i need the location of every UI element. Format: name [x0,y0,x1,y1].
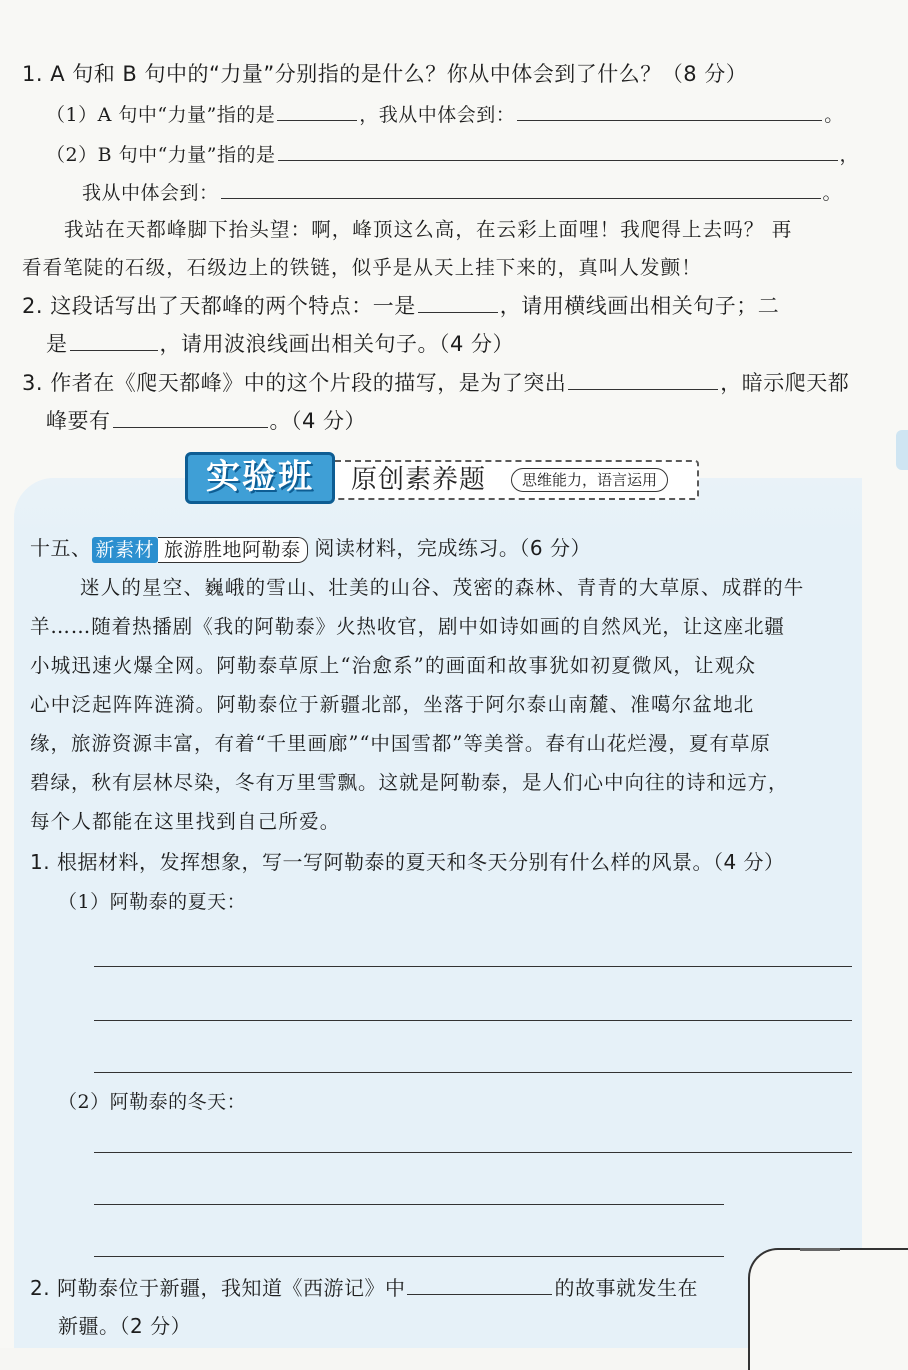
q1-sub2-end: ， [839,144,860,166]
q1-sub1 [46,100,844,129]
s15-passage-line-2: 羊……随着热播剧《我的阿勒泰》火热收官，剧中如诗如画的自然风光，让这座北疆 [30,615,785,638]
banner-subtitle: 思维能力，语言运用 [511,468,668,492]
page-edge-mark [896,430,908,470]
banner-title: 原创素养题 [351,465,487,495]
passage-line-1: 我站在天都峰脚下抬头望：啊，峰顶这么高，在云彩上面哩！我爬得上去吗？ 再 [64,218,793,241]
q2-line-1 [22,292,779,320]
q3-line-2-suffix: 。（4 分） [269,409,367,433]
s15-q1-summer-label: （1）阿勒泰的夏天： [58,891,247,913]
q1-sub3 [82,178,842,207]
q1-sub2 [46,140,859,169]
q2-line-2 [46,330,514,358]
s15-passage-line-6: 碧绿，秋有层林尽染，冬有万里雪飘。这就是阿勒泰，是人们心中向往的诗和远方， [30,771,789,794]
corner-decoration [748,1248,908,1370]
q1-sub2-blank[interactable] [278,140,838,161]
passage-line-2: 看看笔陡的石级，石级边上的铁链，似乎是从天上挂下来的，真叫人发颤！ [22,256,702,279]
q1-sub1-blank-a[interactable] [277,100,357,121]
section-banner [185,446,700,508]
s15-passage-line-7: 每个人都能在这里找到自己所爱。 [30,810,341,833]
summer-answer-line-1[interactable] [94,966,852,967]
q3-line-1 [22,369,849,397]
q2-line-2-prefix: 是 [46,332,68,356]
winter-answer-line-3[interactable] [94,1256,724,1257]
q2-blank-a[interactable] [418,292,498,313]
q1-sub3-prefix: 我从中体会到： [82,182,219,204]
section15-number: 十五、 [30,536,92,560]
s15-q1-winter-label: （2）阿勒泰的冬天： [58,1091,247,1113]
q2-blank-b[interactable] [70,330,158,351]
corner-decoration-mark [800,1248,840,1251]
q2-line-2-suffix: ，请用波浪线画出相关句子。（4 分） [159,332,515,356]
q1-sub1-prefix: （1）A 句中“力量”指的是 [46,104,276,126]
q1-stem: 1. A 句和 B 句中的“力量”分别指的是什么？你从中体会到了什么？（8 分） [22,62,748,86]
s15-q1-stem: 1. 根据材料，发挥想象，写一写阿勒泰的夏天和冬天分别有什么样的风景。（4 分） [30,850,785,874]
badge-topic: 旅游胜地阿勒泰 [158,537,308,563]
q3-blank-b[interactable] [113,407,268,428]
s15-q2-line-2: 新疆。（2 分） [58,1314,192,1338]
s15-passage-line-5: 缘，旅游资源丰富，有着“千里画廊”“中国雪都”等美誉。春有山花烂漫，夏有草原 [30,732,771,755]
q1-sub3-end: 。 [822,182,843,204]
q1-sub3-blank[interactable] [221,178,821,199]
s15-q2-prefix: 2. 阿勒泰位于新疆，我知道《西游记》中 [30,1276,406,1300]
q1-sub1-blank-b[interactable] [517,100,822,121]
q1-sub1-middle: ，我从中体会到： [359,104,516,126]
s15-passage-line-1: 迷人的星空、巍峨的雪山、壮美的山谷、茂密的森林、青青的大草原、成群的牛 [80,576,805,599]
badge-new-material: 新素材 [92,537,159,563]
q1-sub2-prefix: （2）B 句中“力量”指的是 [46,144,276,166]
s15-q2-blank[interactable] [407,1274,552,1295]
summer-answer-line-3[interactable] [94,1072,852,1073]
summer-answer-line-2[interactable] [94,1020,852,1021]
s15-q2-suffix: 的故事就发生在 [554,1276,698,1300]
section15-header [30,534,591,563]
section15-instruction: 阅读材料，完成练习。（6 分） [314,536,591,560]
s15-q2-line-1 [30,1274,698,1302]
q2-line-1-prefix: 2. 这段话写出了天都峰的两个特点：一是 [22,294,416,318]
winter-answer-line-2[interactable] [94,1204,724,1205]
s15-passage-line-4: 心中泛起阵阵涟漪。阿勒泰位于新疆北部，坐落于阿尔泰山南麓、准噶尔盆地北 [30,693,755,716]
q3-line-2 [46,407,366,435]
winter-answer-line-1[interactable] [94,1152,852,1153]
q3-line-2-prefix: 峰要有 [46,409,111,433]
s15-passage-line-3: 小城迅速火爆全网。阿勒泰草原上“治愈系”的画面和故事犹如初夏微风，让观众 [30,654,757,677]
q2-line-1-suffix: ，请用横线画出相关句子；二 [499,294,780,318]
q3-line-1-prefix: 3. 作者在《爬天都峰》中的这个片段的描写，是为了突出 [22,371,567,395]
q1-sub1-end: 。 [824,104,844,126]
banner-tag: 实验班 [185,452,335,504]
q3-blank-a[interactable] [568,369,718,390]
banner-body [331,460,699,500]
q3-line-1-suffix: ，暗示爬天都 [720,371,850,395]
